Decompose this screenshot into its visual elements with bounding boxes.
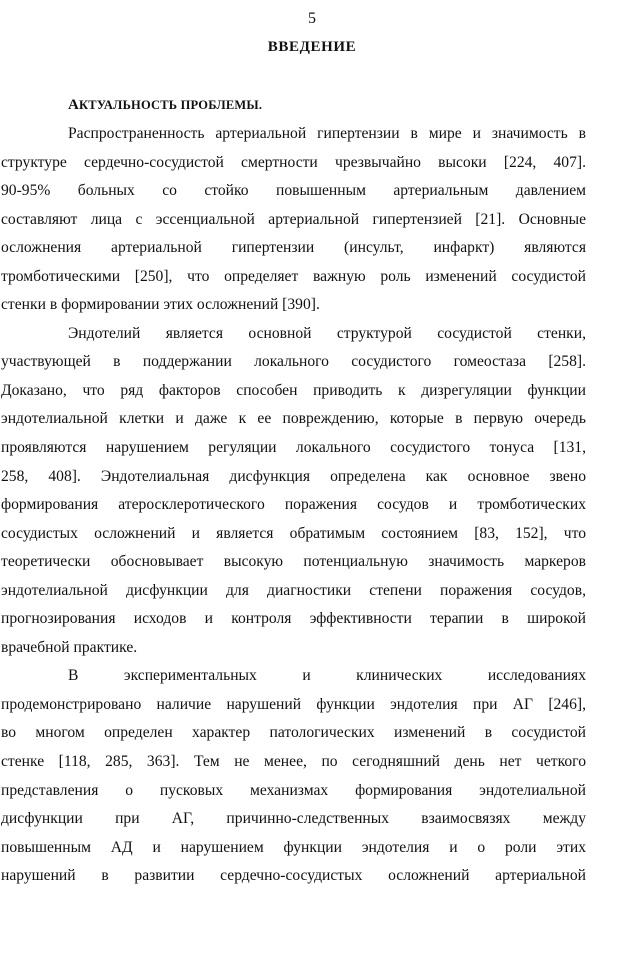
paragraph-line: структуре сердечно-сосудистой смертности чрезвычайно высоки [224, 407]. <box>1 153 586 171</box>
paragraph-line: осложнения артериальной гипертензии (инсульт, инфаркт) являются <box>1 239 586 257</box>
body-text <box>1 120 586 891</box>
paragraph-line: теоретически обосновывает высокую потенциальную значимость маркеров <box>1 553 586 571</box>
section-title-initial: А <box>68 97 80 113</box>
paragraph-line: сосудистых осложнений и является обратимым состоянием [83, 152], что <box>1 524 586 542</box>
paragraph-line: участвующей в поддержании локального сосудистого гомеостаза [258]. <box>1 353 586 371</box>
page-number: 5 <box>308 10 316 27</box>
paragraph-line: стенки в формировании этих осложнений [390]. <box>1 296 320 314</box>
paragraph-line: Доказано, что ряд факторов способен приводить к дизрегуляции функции <box>1 381 586 399</box>
section-title <box>68 95 262 115</box>
paragraph-line: 90-95% больных со стойко повышенным артериальным давлением <box>1 182 586 200</box>
paragraph-line: 258, 408]. Эндотелиальная дисфункция определена как основное звено <box>1 467 586 485</box>
paragraph-line: нарушений в развитии сердечно-сосудистых осложнений артериальной <box>1 867 586 885</box>
paragraph-line: тромботическими [250], что определяет важную роль изменений сосудистой <box>1 267 586 285</box>
paragraph-line: прогнозирования исходов и контроля эффективности терапии в широкой <box>1 610 586 628</box>
paragraph-line: врачебной практике. <box>1 638 138 656</box>
paragraph-line: эндотелиальной дисфункции для диагностики степени поражения сосудов, <box>1 581 586 599</box>
paragraph <box>1 320 586 663</box>
paragraph-line: представления о пусковых механизмах формирования эндотелиальной <box>1 781 586 799</box>
paragraph-line: продемонстрировано наличие нарушений функции эндотелия при АГ [246], <box>1 695 586 713</box>
paragraph-line: формирования атеросклеротического поражения сосудов и тромботических <box>1 496 586 514</box>
paragraph-line: проявляются нарушением регуляции локального сосудистого тонуса [131, <box>1 439 586 457</box>
paragraph-line: В экспериментальных и клинических исследованиях <box>68 667 586 685</box>
paragraph-line: стенке [118, 285, 363]. Тем не менее, по сегодняшний день нет четкого <box>1 753 586 771</box>
paragraph-line: повышенным АД и нарушением функции эндотелия и о роли этих <box>1 838 586 856</box>
paragraph-line: составляют лица с эссенциальной артериальной гипертензией [21]. Основные <box>1 210 586 228</box>
section-title-rest: КТУАЛЬНОСТЬ ПРОБЛЕМЫ. <box>79 98 263 112</box>
paragraph-line: эндотелиальной клетки и даже к ее повреждению, которые в первую очередь <box>1 410 586 428</box>
chapter-title: ВВЕДЕНИЕ <box>267 39 357 55</box>
paragraph <box>1 120 586 320</box>
paragraph-line: Эндотелий является основной структурой сосудистой стенки, <box>68 324 586 342</box>
paragraph <box>1 662 586 890</box>
paragraph-line: дисфункции при АГ, причинно-следственных взаимосвязях между <box>1 810 586 828</box>
paragraph-line: во многом определен характер патологических изменений в сосудистой <box>1 724 586 742</box>
paragraph-line: Распространенность артериальной гипертензии в мире и значимость в <box>68 125 586 142</box>
